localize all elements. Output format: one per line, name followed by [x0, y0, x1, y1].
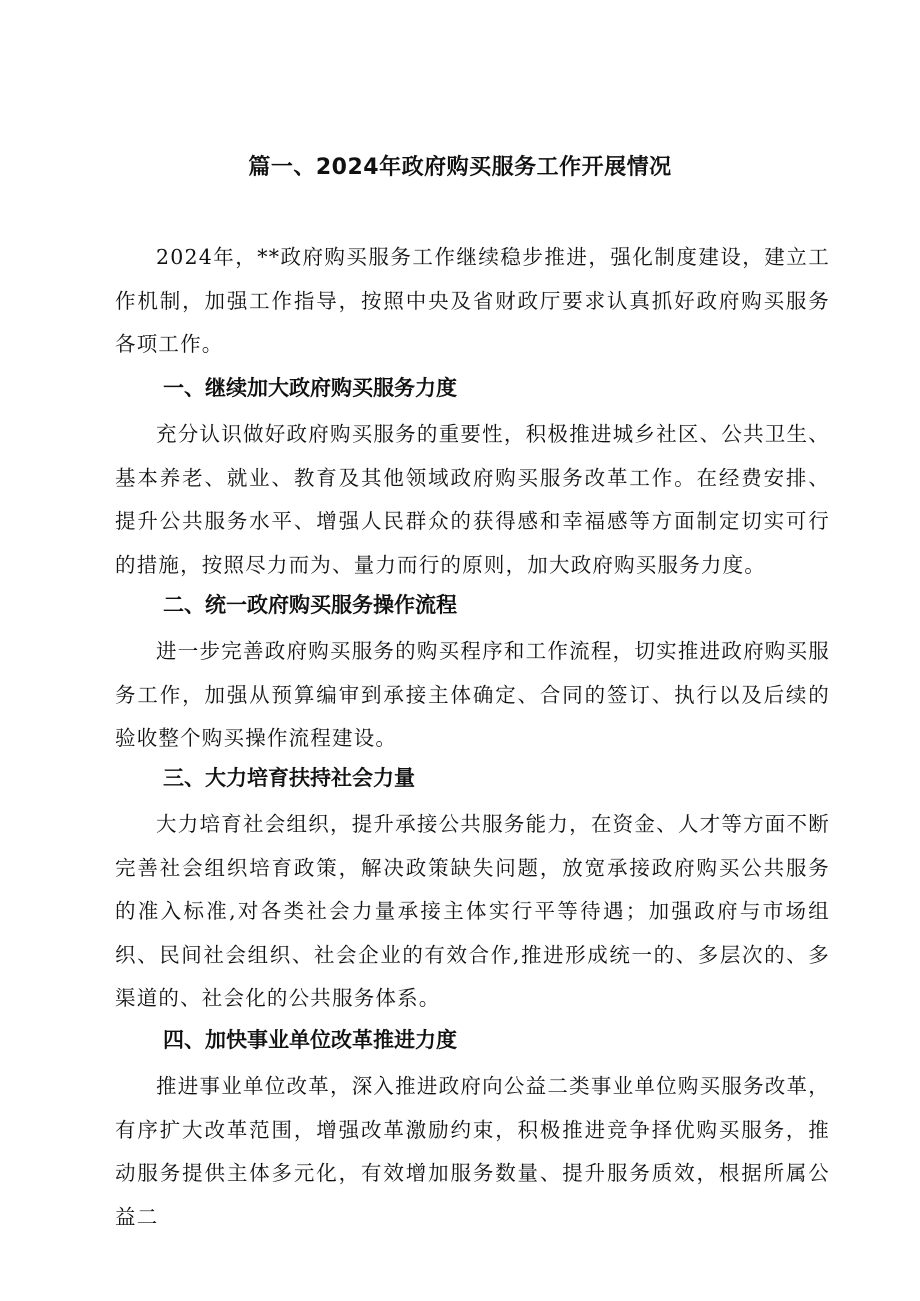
document-title: 篇一、2024年政府购买服务工作开展情况 — [248, 155, 672, 180]
section-heading-4: 四、加快事业单位改革推进力度 — [163, 1028, 457, 1052]
section-paragraph-1: 充分认识做好政府购买服务的重要性，积极推进城乡社区、公共卫生、基本养老、就业、教育及其他领域政府购买服务改革工作。在经费安排、提升公共服务水平、增强人民群众的获得感和幸福感等方面制定切实可行的措施，按照尽力而为、量力而行的原则，加大政府购买服务力度。 — [115, 422, 830, 577]
section-heading-1: 一、继续加大政府购买服务力度 — [163, 376, 457, 400]
section-paragraph-4: 推进事业单位改革，深入推进政府向公益二类事业单位购买服务改革，有序扩大改革范围，增强改革激励约束，积极推进竞争择优购买服务，推动服务提供主体多元化，有效增加服务数量、提升服务质效，根据所属公益二 — [115, 1074, 830, 1229]
section-paragraph-2: 进一步完善政府购买服务的购买程序和工作流程，切实推进政府购买服务工作，加强从预算编审到承接主体确定、合同的签订、执行以及后续的验收整个购买操作流程建设。 — [115, 639, 830, 750]
intro-paragraph: 2024年，**政府购买服务工作继续稳步推进，强化制度建设，建立工作机制，加强工作指导，按照中央及省财政厅要求认真抓好政府购买服务各项工作。 — [115, 245, 830, 356]
section-heading-2: 二、统一政府购买服务操作流程 — [163, 593, 457, 617]
section-heading-3: 三、大力培育扶持社会力量 — [163, 766, 415, 790]
section-paragraph-3: 大力培育社会组织，提升承接公共服务能力，在资金、人才等方面不断完善社会组织培育政策，解决政策缺失问题，放宽承接政府购买公共服务的准入标准,对各类社会力量承接主体实行平等待遇；加强政府与市场组织、民间社会组织、社会企业的有效合作,推进形成统一的、多层次的、多渠道的、社会化的公共服务体系。 — [115, 812, 830, 1010]
